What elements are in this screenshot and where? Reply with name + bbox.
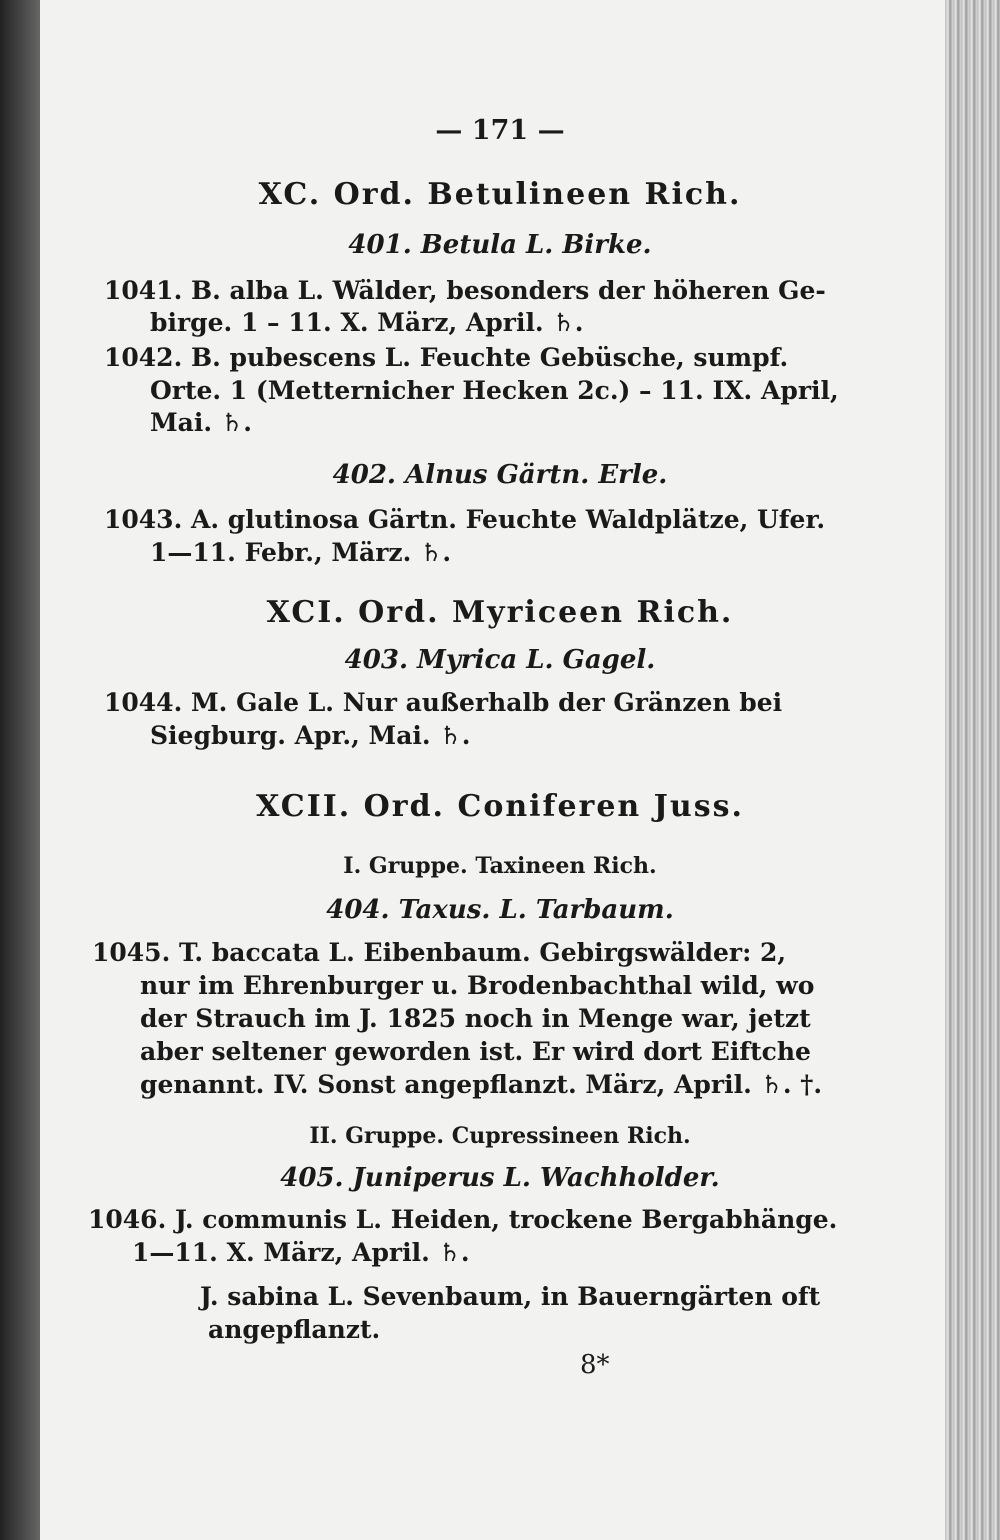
genus-heading-taxus: 404. Taxus. L. Tarbaum. — [326, 895, 674, 925]
entry-line: Siegburg. Apr., Mai. ♄. — [150, 721, 471, 750]
entry-line: der Strauch im J. 1825 noch in Menge war, jetzt — [140, 1004, 811, 1033]
entry-line: Mai. ♄. — [150, 408, 252, 437]
group-heading-cupressineen: II. Gruppe. Cupressineen Rich. — [309, 1123, 691, 1149]
order-heading-xc: XC. Ord. Betulineen Rich. — [258, 177, 742, 212]
entry-line: nur im Ehrenburger u. Brodenbachthal wild, wo — [140, 971, 815, 1000]
genus-heading-betula: 401. Betula L. Birke. — [348, 230, 652, 260]
order-heading-xci: XCI. Ord. Myriceen Rich. — [266, 595, 734, 630]
order-heading-xcii: XCII. Ord. Coniferen Juss. — [256, 789, 744, 824]
genus-heading-myrica: 403. Myrica L. Gagel. — [344, 645, 656, 675]
signature-mark: 8* — [580, 1350, 610, 1380]
entry-line: 1—11. X. März, April. ♄. — [132, 1238, 470, 1267]
entry-line: J. sabina L. Sevenbaum, in Bauerngärten oft — [200, 1282, 821, 1311]
entry-line: 1042. B. pubescens L. Feuchte Gebüsche, sumpf. — [104, 343, 789, 372]
page-number: — 171 — — [435, 115, 565, 146]
entry-line: genannt. IV. Sonst angepflanzt. März, April. ♄. †. — [140, 1070, 823, 1099]
entry-line: birge. 1 – 11. X. März, April. ♄. — [150, 308, 584, 337]
group-heading-taxineen: I. Gruppe. Taxineen Rich. — [343, 853, 657, 879]
entry-line: 1—11. Febr., März. ♄. — [150, 538, 452, 567]
entry-line: 1041. B. alba L. Wälder, besonders der höheren Ge- — [104, 276, 826, 305]
genus-heading-alnus: 402. Alnus Gärtn. Erle. — [332, 460, 668, 490]
entry-line: 1045. T. baccata L. Eibenbaum. Gebirgswälder: 2, — [92, 938, 787, 967]
entry-line: 1044. M. Gale L. Nur außerhalb der Gränzen bei — [104, 688, 783, 717]
entry-line: 1043. A. glutinosa Gärtn. Feuchte Waldplätze, Ufer. — [104, 505, 826, 534]
genus-heading-juniperus: 405. Juniperus L. Wachholder. — [280, 1163, 720, 1193]
entry-line: angepflanzt. — [208, 1315, 381, 1344]
entry-line: 1046. J. communis L. Heiden, trockene Bergabhänge. — [88, 1205, 838, 1234]
entry-line: aber seltener geworden ist. Er wird dort Eiftche — [140, 1037, 811, 1066]
entry-line: Orte. 1 (Metternicher Hecken 2c.) – 11. IX. April, — [150, 376, 839, 405]
